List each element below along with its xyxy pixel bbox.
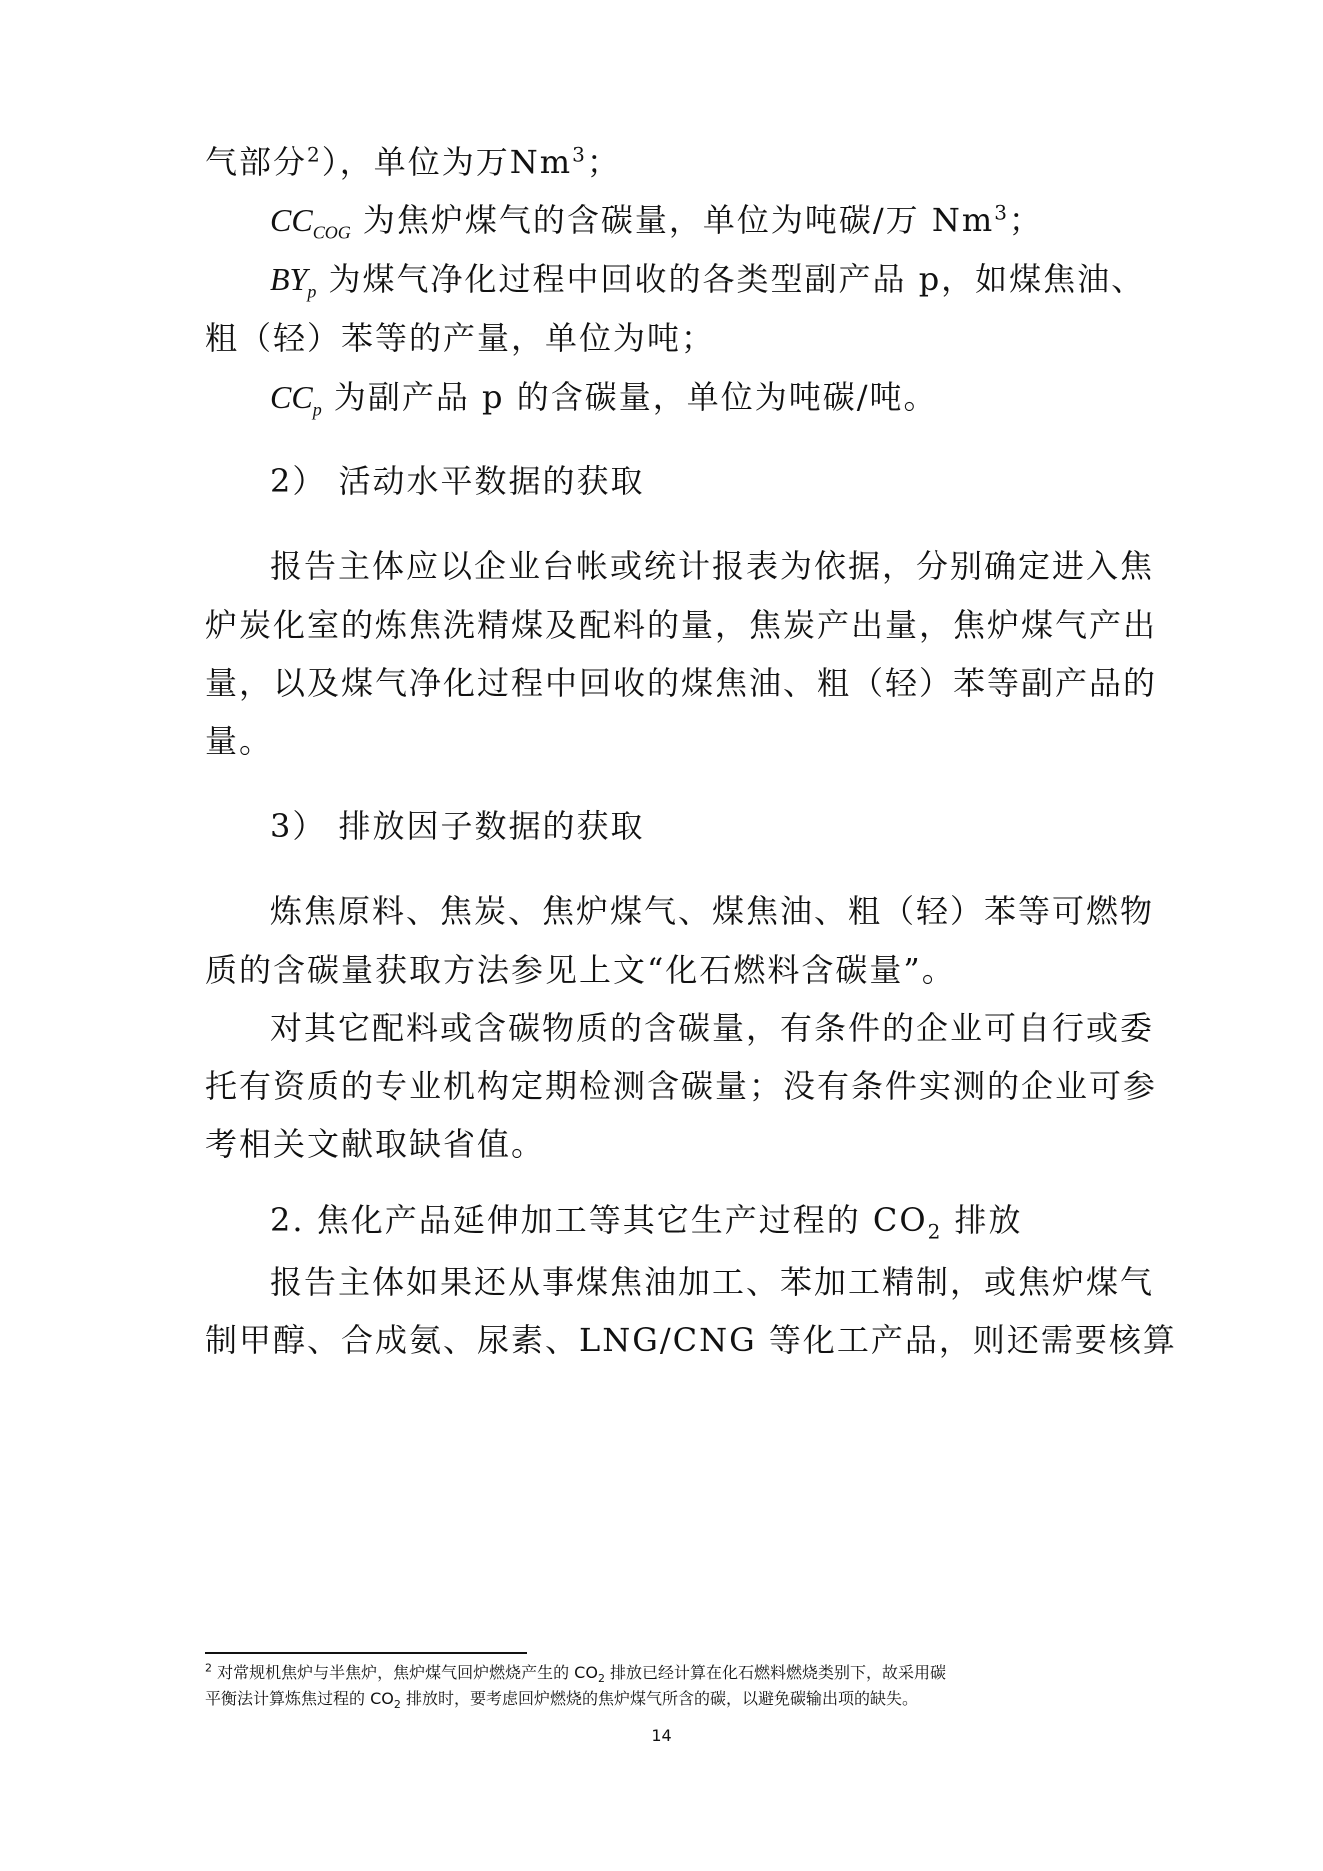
symbol: $CC_{COG}$ — [270, 202, 351, 243]
superscript: 3 — [994, 200, 1009, 225]
subscript: 2 — [393, 1698, 401, 1712]
variable-definition-cc-cog — [270, 200, 1130, 243]
text-line: 粗（轻）苯等的产量，单位为吨； — [205, 319, 716, 357]
text-span: ； — [1008, 201, 1043, 239]
section-heading — [270, 1200, 1130, 1244]
variable-definition-by-p — [270, 259, 1146, 302]
footnote-line — [205, 1688, 918, 1710]
paragraph-line: 制甲醇、合成氨、尿素、LNG/CNG 等化工产品，则还需要核算 — [205, 1321, 1177, 1359]
text-span: 为焦炉煤气的含碳量，单位为吨碳/万 Nm — [350, 201, 995, 239]
symbol: $BY_p$ — [270, 261, 317, 302]
text-span: 2. 焦化产品延伸加工等其它生产过程的 CO — [270, 1201, 928, 1239]
variable-definition-cc-p — [270, 377, 1130, 420]
text-span: 为煤气净化过程中回收的各类型副产品 p，如煤焦油、 — [316, 260, 1146, 298]
subscript: 2 — [597, 1672, 605, 1686]
footnote-divider — [205, 1652, 527, 1654]
paragraph-line: 炼焦原料、焦炭、焦炉煤气、煤焦油、粗（轻）苯等可燃物 — [270, 892, 1155, 930]
paragraph-line: 报告主体应以企业台帐或统计报表为依据，分别确定进入焦 — [270, 547, 1155, 585]
text-span: 排放 — [942, 1201, 1023, 1239]
page-number: 14 — [651, 1726, 672, 1745]
section-heading: 3） 排放因子数据的获取 — [270, 807, 645, 845]
text-span: 排放已经计算在化石燃料燃烧类别下，故采用碳 — [604, 1663, 947, 1682]
text-span: ），单位为万Nm — [321, 143, 573, 181]
text-span: 平衡法计算炼焦过程的 CO — [205, 1689, 394, 1708]
paragraph-line: 报告主体如果还从事煤焦油加工、苯加工精制，或焦炉煤气 — [270, 1263, 1155, 1301]
symbol: $CC_p$ — [270, 379, 322, 420]
paragraph-line: 对其它配料或含碳物质的含碳量，有条件的企业可自行或委 — [270, 1009, 1155, 1047]
text-span: 为副产品 p 的含碳量，单位为吨碳/吨。 — [321, 378, 938, 416]
footnote-ref[interactable]: 2 — [307, 142, 322, 167]
paragraph-line: 量，以及煤气净化过程中回收的煤焦油、粗（轻）苯等副产品的 — [205, 664, 1158, 702]
footnote-mark: 2 — [205, 1661, 212, 1675]
paragraph-line: 托有资质的专业机构定期检测含碳量；没有条件实测的企业可参 — [205, 1067, 1158, 1105]
paragraph-line: 质的含碳量获取方法参见上文“化石燃料含碳量”。 — [205, 951, 956, 989]
text-span: ； — [586, 143, 621, 181]
text-line — [205, 142, 1130, 182]
text-span: 气部分 — [205, 143, 308, 181]
text-span: 对常规机焦炉与半焦炉，焦炉煤气回炉燃烧产生的 CO — [212, 1663, 598, 1682]
paragraph-line: 考相关文献取缺省值。 — [205, 1125, 546, 1163]
text-span: 排放时，要考虑回炉燃烧的焦炉煤气所含的碳，以避免碳输出项的缺失。 — [400, 1689, 918, 1708]
footnote-line — [205, 1662, 946, 1684]
section-heading: 2） 活动水平数据的获取 — [270, 462, 645, 500]
paragraph-line: 量。 — [205, 722, 274, 760]
superscript: 3 — [572, 142, 587, 167]
subscript: 2 — [927, 1219, 943, 1244]
paragraph-line: 炉炭化室的炼焦洗精煤及配料的量，焦炭产出量，焦炉煤气产出 — [205, 606, 1158, 644]
